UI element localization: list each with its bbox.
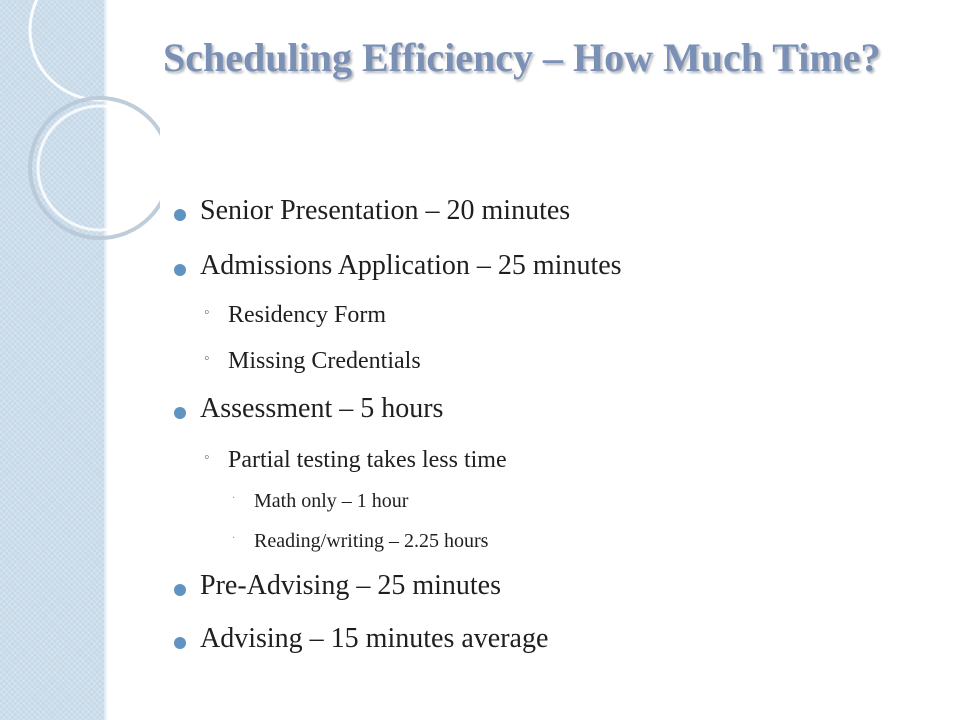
list-item-text: Partial testing takes less time	[228, 447, 507, 473]
list-item-text: Residency Form	[228, 302, 386, 328]
list-item-text: Assessment – 5 hours	[200, 393, 444, 424]
bullet-icon	[174, 209, 186, 221]
slide-title: Scheduling Efficiency – How Much Time?	[163, 35, 881, 80]
hollow-bullet-icon: ◦	[204, 449, 210, 466]
bullet-icon	[174, 584, 186, 596]
list-item-text: Reading/writing – 2.25 hours	[254, 530, 489, 552]
dot-bullet-icon: ·	[232, 493, 236, 504]
list-item-text: Math only – 1 hour	[254, 490, 409, 512]
hollow-bullet-icon: ◦	[204, 350, 210, 367]
hollow-bullet-icon: ◦	[204, 304, 210, 321]
bullet-icon	[174, 264, 186, 276]
dot-bullet-icon: ·	[232, 533, 236, 544]
list-item-text: Senior Presentation – 20 minutes	[200, 195, 571, 226]
list-item-text: Pre-Advising – 25 minutes	[200, 570, 501, 601]
list-item-text: Advising – 15 minutes average	[200, 623, 549, 654]
bullet-icon	[174, 407, 186, 419]
bullet-icon	[174, 637, 186, 649]
list-item-text: Missing Credentials	[228, 348, 421, 374]
list-item-text: Admissions Application – 25 minutes	[200, 250, 622, 281]
